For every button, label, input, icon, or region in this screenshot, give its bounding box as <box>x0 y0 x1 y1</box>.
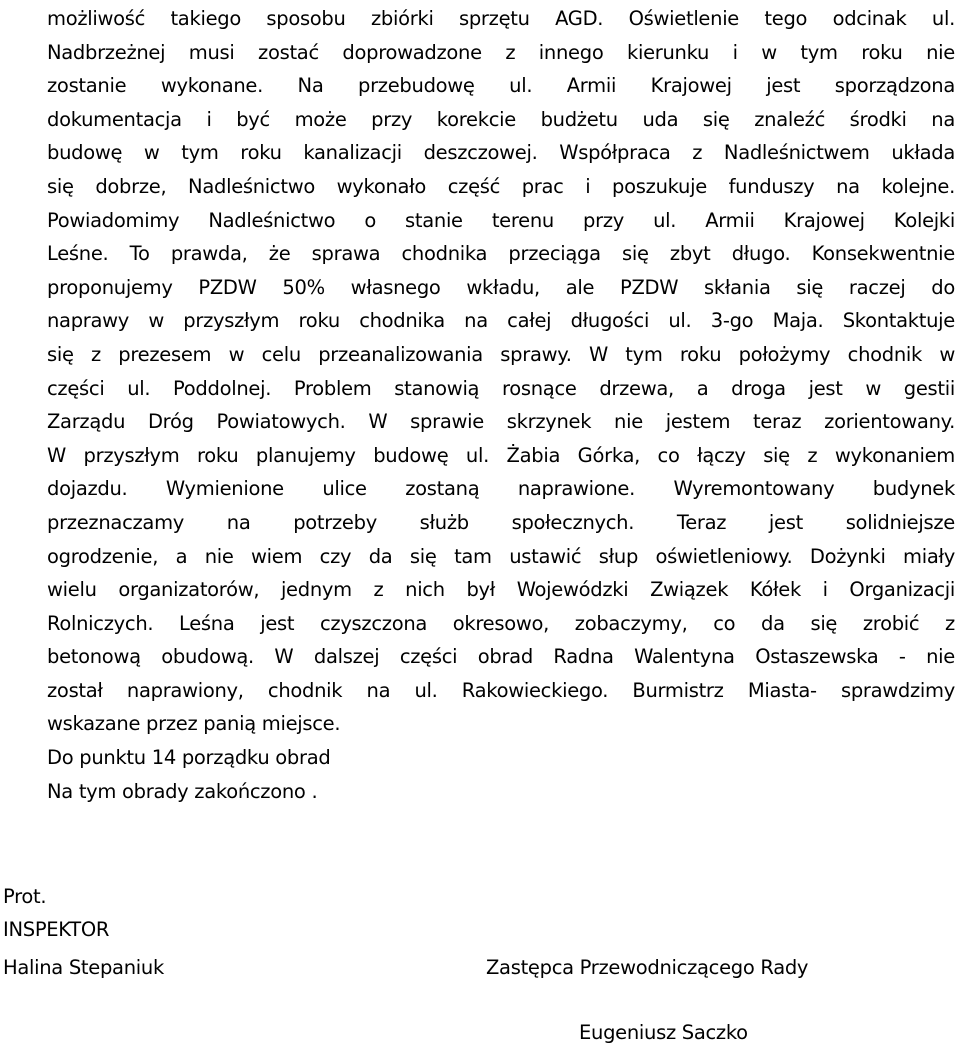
paragraph-line: ogrodzenie, a nie wiem czy da się tam ustawić słup oświetleniowy. Dożynki miały <box>47 544 955 568</box>
paragraph-line: się z prezesem w celu przeanalizowania sprawy. W tym roku położymy chodnik w <box>47 342 955 366</box>
paragraph-line: został naprawiony, chodnik na ul. Rakowieckiego. Burmistrz Miasta- sprawdzimy <box>47 678 955 702</box>
agenda-point: Do punktu 14 porządku obrad <box>47 746 331 770</box>
deputy-chairman-role: Zastępca Przewodniczącego Rady <box>486 956 809 979</box>
paragraph-line: Zarządu Dróg Powiatowych. W sprawie skrzynek nie jestem teraz zorientowany. <box>47 410 955 434</box>
paragraph-line: betonową obudową. W dalszej części obrad Radna Walentyna Ostaszewska - nie <box>47 645 955 669</box>
prot-label: Prot. <box>3 885 47 908</box>
paragraph-line: wskazane przez panią miejsce. <box>47 712 341 736</box>
inspector-role: INSPEKTOR <box>3 918 110 941</box>
paragraph-line: Powiadomimy Nadleśnictwo o stanie terenu przy ul. Armii Krajowej Kolejki <box>47 208 955 232</box>
paragraph-line: Rolniczych. Leśna jest czyszczona okresowo, zobaczymy, co da się zrobić z <box>47 611 955 635</box>
paragraph-line: proponujemy PZDW 50% własnego wkładu, ale PZDW skłania się raczej do <box>47 275 955 299</box>
paragraph-line: budowę w tym roku kanalizacji deszczowej. Współpraca z Nadleśnictwem układa <box>47 141 955 165</box>
paragraph-line: się dobrze, Nadleśnictwo wykonało część prac i poszukuje funduszy na kolejne. <box>47 174 955 198</box>
paragraph-line: części ul. Poddolnej. Problem stanowią rosnące drzewa, a droga jest w gestii <box>47 376 955 400</box>
paragraph-line: W przyszłym roku planujemy budowę ul. Żabia Górka, co łączy się z wykonaniem <box>47 443 955 467</box>
paragraph-line: dojazdu. Wymienione ulice zostaną naprawione. Wyremontowany budynek <box>47 477 955 501</box>
inspector-name: Halina Stepaniuk <box>3 956 164 979</box>
meeting-minutes-body <box>47 2 955 808</box>
paragraph-line: przeznaczamy na potrzeby służb społecznych. Teraz jest solidniejsze <box>47 510 955 534</box>
paragraph-line: możliwość takiego sposobu zbiórki sprzętu AGD. Oświetlenie tego odcinak ul. <box>47 7 955 30</box>
minutes-paragraph <box>47 2 955 741</box>
closing-statement: Na tym obrady zakończono . <box>47 779 318 803</box>
paragraph-line: zostanie wykonane. Na przebudowę ul. Armii Krajowej jest sporządzona <box>47 74 955 98</box>
paragraph-line: wielu organizatorów, jednym z nich był Wojewódzki Związek Kółek i Organizacji <box>47 578 955 602</box>
paragraph-line: dokumentacja i być może przy korekcie budżetu uda się znaleźć środki na <box>47 107 955 131</box>
paragraph-line: naprawy w przyszłym roku chodnika na całej długości ul. 3-go Maja. Skontaktuje <box>47 309 955 333</box>
deputy-chairman-name: Eugeniusz Saczko <box>579 1021 748 1044</box>
paragraph-line: Nadbrzeżnej musi zostać doprowadzone z innego kierunku i w tym roku nie <box>47 40 955 64</box>
paragraph-line: Leśne. To prawda, że sprawa chodnika przeciąga się zbyt długo. Konsekwentnie <box>47 242 955 266</box>
